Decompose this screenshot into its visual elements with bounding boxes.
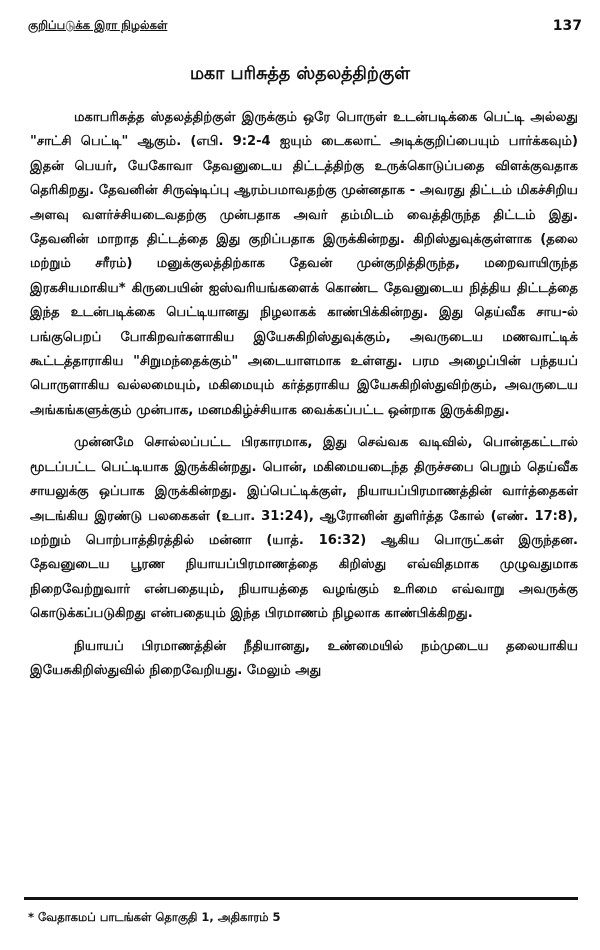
section-title: மகா பரிசுத்த ஸ்தலத்திற்குள் — [189, 64, 411, 84]
footnote: * வேதாகமப் பாடங்கள் தொகுதி 1, அதிகாரம் 5 — [28, 910, 281, 924]
body-text — [30, 106, 578, 683]
paragraph-3: நியாயப் பிரமாணத்தின் நீதியானது, உண்மையில் நம்முடைய தலையாகிய இயேசுகிறிஸ்துவில் நிறைவேறியது. மேலும் அது — [30, 638, 578, 678]
page-header — [28, 14, 582, 38]
running-head: குறிப்படுக்க இரா நிழல்கள் — [28, 18, 168, 32]
footnote-divider — [24, 897, 578, 900]
paragraph-1: மகாபரிசுத்த ஸ்தலத்திற்குள் இருக்கும் ஒரே பொருள் உடன்படிக்கை பெட்டி அல்லது "சாட்சி பெட்டி" ஆகும். (எபி. 9:2-4 ஐயும் டைகலாட் அடிக்குறிப்பையும் பார்க்கவும்) இதன் பெயர், யேகோவா தேவனுடைய திட்டத்திற்கு உருக்கொடுப்பதை விளக்குவதாக தெரிகிறது. தேவனின் சிருஷ்டிப்பு ஆரம்பமாவதற்கு முன்னதாக - அவரது திட்டம் மிகச்சிறிய அளவு வளர்ச்சியடைவதற்கு முன்பதாக அவர் தம்மிடம் வைத்திருந்த திட்டம் இது. தேவனின் மாறாத திட்டத்தை இது குறிப்பதாக இருக்கின்றது. கிறிஸ்துவுக்குள்ளாக (தலை மற்றும் சரீரம்) மனுக்குலத்திற்காக தேவன் முன்குறித்திருந்த, மறைவாயிருந்த இரகசியமாகிய* கிருபையின் ஐஸ்வரியங்களைக் கொண்ட தேவனுடைய நித்திய திட்டத்தை இந்த உடன்படிக்கை பெட்டியானது நிழலாகக் காண்பிக்கின்றது. இது தெய்வீக சாய-ல் பங்குபெறப் போகிறவர்களாகிய இயேசுகிறிஸ்துவுக்கும், அவருடைய மணவாட்டிக் கூட்டத்தாராகிய "சிறுமந்தைக்கும்" அடையாளமாக உள்ளது. பரம அழைப்பின் பந்தயப் பொருளாகிய வல்லமையும், மகிமையும் கர்த்தராகிய இயேசுகிறிஸ்துவிற்கும், அவருடைய அங்கங்களுக்கும் முன்பாக, மனமகிழ்ச்சியாக வைக்கப்பட்ட ஒன்றாக இருக்கிறது. — [30, 110, 578, 418]
page-number: 137 — [552, 18, 582, 34]
paragraph-2: முன்னமே சொல்லப்பட்ட பிரகாரமாக, இது செவ்வக வடிவில், பொன்தகட்டால் மூடப்பட்ட பெட்டியாக இருக்கின்றது. பொன், மகிமையடைந்த திருச்சபை பெறும் தெய்வீக சாயலுக்கு ஒப்பாக இருக்கின்றது. இப்பெட்டிக்குள், நியாயப்பிரமாணத்தின் வார்த்தைகள் அடங்கிய இரண்டு பலகைகள் (உபா. 31:24), ஆரோனின் துளிர்த்த கோல் (எண். 17:8), மற்றும் பொற்பாத்திரத்தில் மன்னா (யாத். 16:32) ஆகிய பொருட்கள் இருந்தன. தேவனுடைய பூரண நியாயப்பிரமாணத்தை கிறிஸ்து எவ்விதமாக முழுவதுமாக நிறைவேற்றுவார் என்பதையும், நியாயத்தை வழங்கும் உரிமை எவ்வாறு அவருக்கு கொடுக்கப்படுகிறது என்பதையும் இந்த பிரமாணம் நிழலாக காண்பிக்கிறது. — [30, 435, 578, 622]
